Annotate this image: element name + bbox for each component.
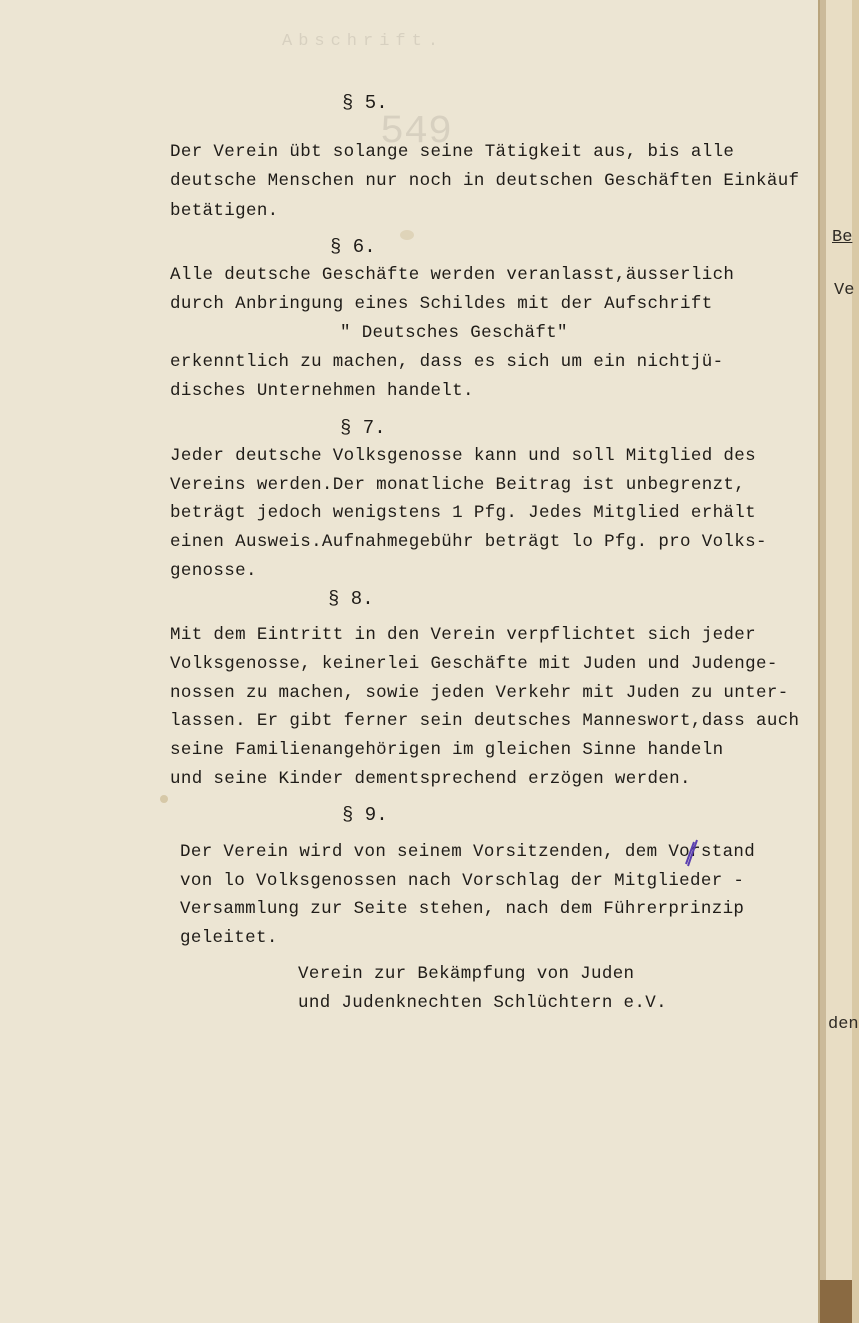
section-line: Alle deutsche Geschäfte werden veranlasst,äusserlich [170,265,735,285]
section-line: Jeder deutsche Volksgenosse kann und soll Mitglied des [170,446,756,466]
section-line: betätigen. [170,201,279,221]
section-line: Versammlung zur Seite stehen, nach dem Führerprinzip [180,899,745,919]
section-line: genosse. [170,561,257,581]
bleed-decoration: 549 [380,110,453,155]
section-line: von lo Volksgenossen nach Vorschlag der Mitglieder - [180,871,745,891]
page-edge-shadow [820,0,826,1323]
underlying-page-fragment: den [828,1015,859,1034]
paper-stain [160,795,168,803]
section-line: " Deutsches Geschäft" [340,323,568,343]
section-line: durch Anbringung eines Schildes mit der Aufschrift [170,294,713,314]
section-line: deutsche Menschen nur noch in deutschen Geschäften Einkäuf [170,171,800,191]
underlying-page-fragment: Ve [834,281,855,300]
section-number: § 7. [340,417,386,439]
section-line: Der Verein wird von seinem Vorsitzenden, dem Vorstand [180,842,756,862]
underlying-page-fragment: Be [832,228,853,247]
paper-stain [400,230,414,240]
section-line: Volksgenosse, keinerlei Geschäfte mit Juden und Judenge- [170,654,778,674]
section-line: einen Ausweis.Aufnahmegebühr beträgt lo Pfg. pro Volks- [170,532,767,552]
section-number: § 5. [342,92,388,114]
section-line: disches Unternehmen handelt. [170,381,474,401]
section-line: Vereins werden.Der monatliche Beitrag ist unbegrenzt, [170,475,746,495]
section-number: § 8. [328,588,374,610]
section-line: geleitet. [180,928,278,948]
section-line: nossen zu machen, sowie jeden Verkehr mit Juden zu unter- [170,683,789,703]
underlying-page-edge [818,0,859,1323]
section-line: Mit dem Eintritt in den Verein verpflichtet sich jeder [170,625,756,645]
header-bleed-text: Abschrift. [282,32,445,51]
signature-line: Verein zur Bekämpfung von Juden [298,964,635,984]
section-line: seine Familienangehörigen im gleichen Sinne handeln [170,740,724,760]
section-line: und seine Kinder dementsprechend erzögen werden. [170,769,691,789]
section-line: Der Verein übt solange seine Tätigkeit aus, bis alle [170,142,735,162]
pen-correction-mark [682,838,702,868]
section-line: beträgt jedoch wenigstens 1 Pfg. Jedes Mitglied erhält [170,503,756,523]
binding-strip [820,1280,852,1323]
section-line: erkenntlich zu machen, dass es sich um ein nichtjü- [170,352,724,372]
signature-line: und Judenknechten Schlüchtern e.V. [298,993,667,1013]
section-number: § 9. [342,804,388,826]
section-number: § 6. [330,236,376,258]
section-line: lassen. Er gibt ferner sein deutsches Manneswort,dass auch [170,711,800,731]
